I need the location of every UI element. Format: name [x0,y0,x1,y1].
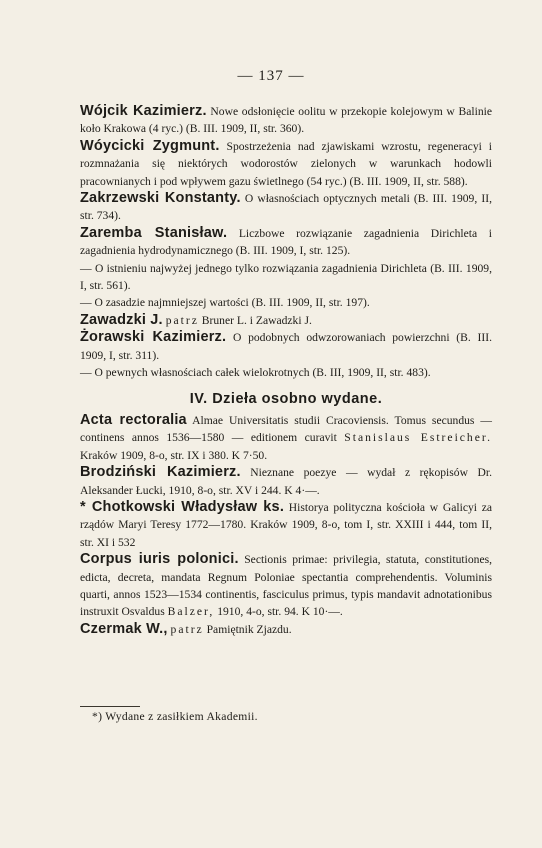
entry-text: 1910, 4-o, str. 94. K 10·—. [217,605,343,619]
entry-text: Pamiętnik Zjazdu. [206,622,292,636]
entry-author: Żorawski Kazimierz. [80,329,227,346]
entry-author: Corpus iuris polonici. [80,551,239,568]
entry-editor: Stanislaus Estreicher. [344,431,492,445]
list-item [80,621,492,638]
bibliography-list [80,103,492,638]
entry-see-word: patrz [170,622,204,636]
entry-text: — O pewnych własnościach całek wielokrotnych (B. III, 1909, II, str. 483). [80,366,431,380]
entry-text: Bruner L. i Zawadzki J. [201,313,312,327]
list-item [80,312,492,329]
entry-text: — O istnieniu najwyżej jednego tylko rozwiązania zagadnienia Dirichleta (B. III. 1909, I, str. 561). [80,261,492,293]
list-item [80,412,492,464]
list-item [80,190,492,225]
entry-text: Sectionis primae: privilegia, statuta, constitutiones, edicta, decreta, mandata Regnum Poloniae spectantia comprehendentis. Voluminis quarti, annos 1523—1534 continentis, fasciculus primus, typis mandavit adnotationibus instruxit Osvaldus [80,553,493,619]
entry-text: Almae Universitatis studii Cracoviensis. Tomus secundus — continens annos 1536—1580 — editionem curavit [80,413,492,445]
entry-text: Nowe odsłonięcie oolitu w przekopie kolejowym w Balinie koło Krakowa (4 ryc.) (B. III. 1909, II, str. 360). [80,105,492,136]
list-item [80,225,492,260]
entry-author: Zawadzki J. [80,311,163,328]
list-item [80,499,492,551]
list-item [80,103,492,138]
list-item [80,294,492,311]
entry-author: Acta rectoralia [80,411,187,428]
entry-text: Kraków 1909, 8-o, str. IX i 380. K 7·50. [80,448,268,462]
entry-text: Liczbowe rozwiązanie zagadnienia Dirichleta i zagadnienia hydrodynamicznego (B. III. 1909, I, str. 125). [80,226,492,258]
list-item [80,329,492,364]
entry-author: Brodziński Kazimierz. [80,464,241,481]
entry-author: Wójcik Kazimierz. [80,103,207,119]
list-item [80,551,492,621]
entry-text: Spostrzeżenia nad zjawiskami wzrostu, regeneracyi i rozmnażania się niektórych wodorostów zielonych w warunkach hodowli pracownianych i pod wpływem gazu świetlnego (54 ryc.) (B. III. 1909, II, str. 588). [80,139,492,188]
entry-text: Historya polityczna kościoła w Galicyi za rządów Maryi Teresy 1772—1780. Kraków 1909, 8-o, tom I, str. XXIII i 444, tom II, str. XI i 532 [80,500,492,549]
section-heading: IV. Dzieła osobno wydane. [189,390,383,407]
list-item [80,260,492,295]
entry-author: * Chotkowski Władysław ks. [80,498,285,515]
entry-text: Nieznane poezye — wydał z rękopisów Dr. Aleksander Łucki, 1910, 8-o, str. XV i 244. K 4·—. [80,466,492,497]
entry-editor: Balzer, [167,605,215,619]
entry-see-word: patrz [165,313,199,327]
list-item [80,138,492,190]
footnote: *) Wydane z zasiłkiem Akademii. [92,710,258,723]
list-item [80,364,492,381]
entry-author: Wóycicki Zygmunt. [80,137,220,154]
entry-text: — O zasadzie najmniejszej wartości (B. III. 1909, II, str. 197). [80,296,370,310]
entry-author: Zakrzewski Konstanty. [80,190,241,207]
entry-author: Zaremba Stanisław. [80,224,228,241]
entry-author: Czermak W., [80,620,168,637]
entry-text: O własnościach optycznych metali (B. III. 1909, II, str. 734). [80,192,492,223]
list-item [80,464,492,499]
entry-text: O podobnych odwzorowaniach powierzchni (B. III. 1909, I, str. 311). [80,331,492,362]
page-number: — 137 — [237,68,305,84]
footnote-divider [80,706,140,707]
